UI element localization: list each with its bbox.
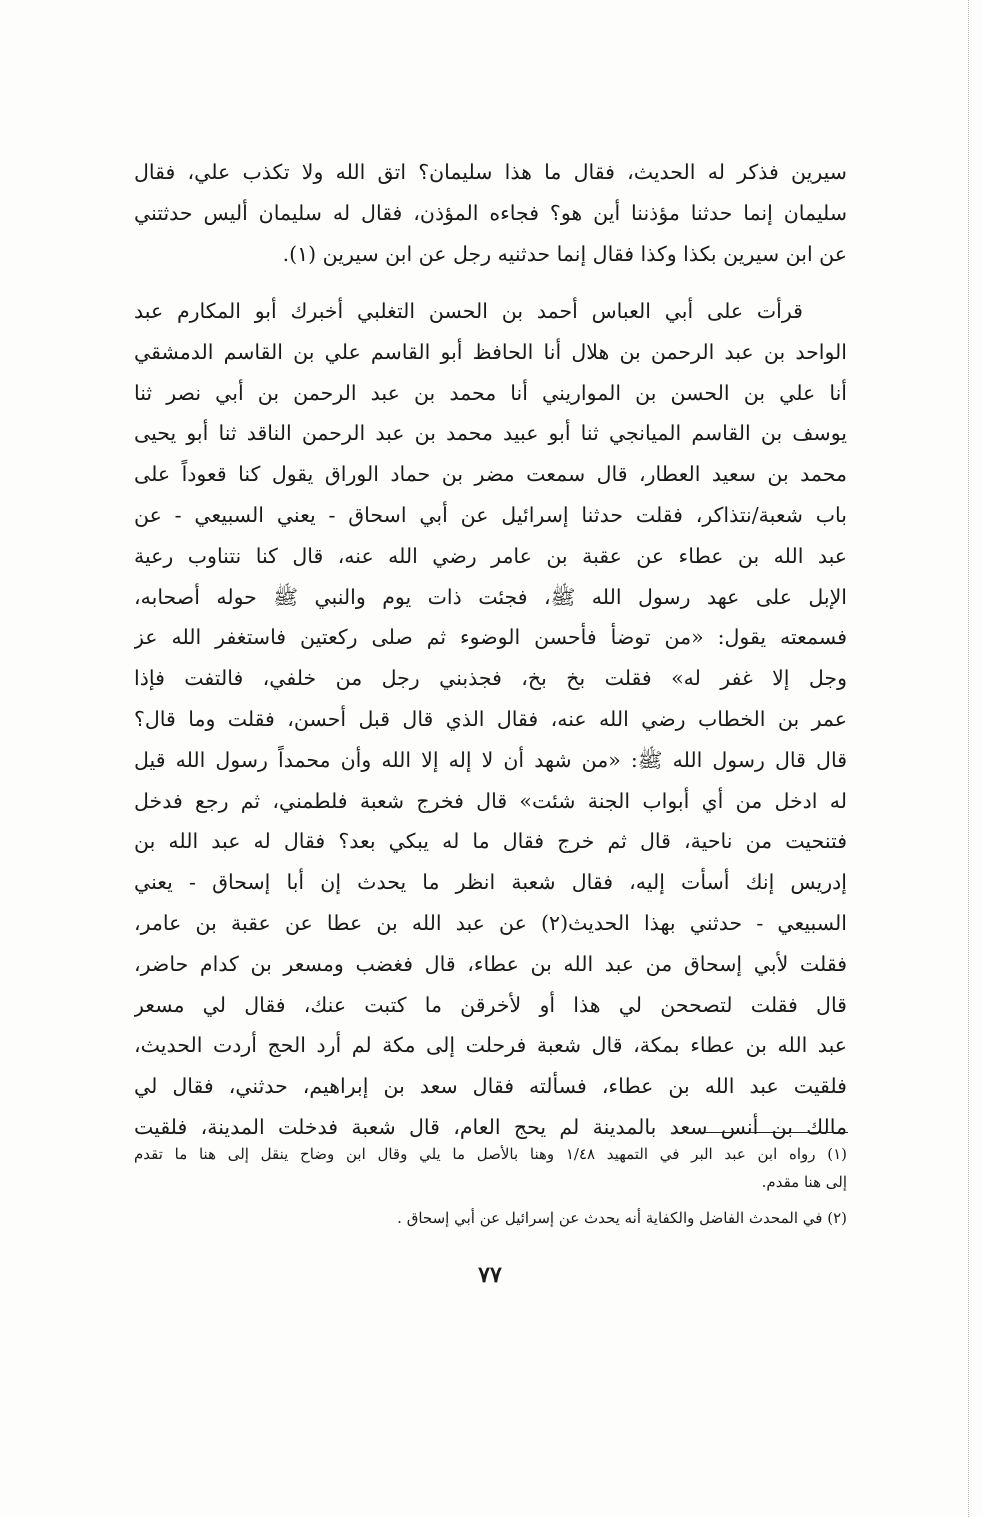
footnote-separator xyxy=(700,1132,848,1133)
footnote-1-line-2: إلى هنا مقدم. xyxy=(761,1173,847,1191)
paragraph-narration xyxy=(134,291,847,1148)
text-line: أنا علي بن الحسن بن المواريني أنا محمد بن عبد الرحمن بن أبي نصر ثنا xyxy=(134,380,847,405)
text-line: سليمان إنما حدثنا مؤذننا أين هو؟ فجاءه المؤذن، فقال له سليمان أليس حدثتني xyxy=(134,200,847,225)
paragraph-continuation xyxy=(134,152,847,274)
footnotes xyxy=(134,1140,847,1232)
text-line: السبيعي - حدثني بهذا الحديث(٢) عن عبد الله بن عطا عن عقبة بن عامر، xyxy=(134,910,847,935)
text-line: فقلت لأبي إسحاق من عبد الله بن عطاء، قال فغضب ومسعر بن كدام حاضر، xyxy=(134,951,847,976)
text-line: الواحد بن عبد الرحمن بن هلال أنا الحافظ أبو القاسم علي بن القاسم الدمشقي xyxy=(134,339,847,364)
text-line: يوسف بن القاسم الميانجي ثنا أبو عبيد محمد بن عبد الرحمن الناقد ثنا أبو يحيى xyxy=(134,421,847,446)
text-line: عن ابن سيرين بكذا وكذا فقال إنما حدثنيه رجل عن ابن سيرين (١). xyxy=(282,241,847,266)
text-line: قرأت على أبي العباس أحمد بن الحسن التغلبي أخبرك أبو المكارم عبد xyxy=(134,299,803,323)
footnote-1-line-1: (١) رواه ابن عبد البر في التمهيد ١/٤٨ وهنا بالأصل ما يلي وقال ابن وضاح ينقل إلى هنا ما تقدم xyxy=(134,1145,847,1163)
text-line: فلقيت عبد الله بن عطاء، فسألته فقال سعد بن إبراهيم، حدثني، فقال لي xyxy=(134,1074,847,1099)
text-line: له ادخل من أي أبواب الجنة شئت» قال فخرج شعبة فلطمني، ثم رجع فدخل xyxy=(134,788,847,813)
text-line: عبد الله بن عطاء بمكة، قال شعبة فرحلت إلى مكة لم أرد الحج أردت الحديث، xyxy=(134,1033,847,1058)
text-line: الإبل على عهد رسول الله ﷺ، فجئت ذات يوم والنبي ﷺ حوله أصحابه، xyxy=(134,584,847,609)
text-line: قال قال رسول الله ﷺ: «من شهد أن لا إله إلا الله وأن محمداً رسول الله قيل xyxy=(134,747,847,772)
text-line: مالك بن أنس سعد بالمدينة لم يحج العام، قال شعبة فدخلت المدينة، فلقيت xyxy=(134,1114,847,1139)
text-line: سيرين فذكر له الحديث، فقال ما هذا سليمان؟ اتق الله ولا تكذب علي، فقال xyxy=(134,160,847,184)
text-line: باب شعبة/نتذاكر، فقلت حدثنا إسرائيل عن أبي اسحاق - يعني السبيعي - عن xyxy=(134,502,847,527)
text-line: قال فقلت لتصححن لي هذا أو لأخرقن ما كتبت عنك، فقال لي مسعر xyxy=(134,992,847,1017)
page-number: ٧٧ xyxy=(478,1262,502,1288)
scan-edge-line xyxy=(968,0,969,1517)
text-line: محمد بن سعيد العطار، قال سمعت مضر بن حماد الوراق يقول كنا قعوداً على xyxy=(134,462,847,487)
text-line: وجل إلا غفر له» فقلت بخ بخ، فجذبني رجل من خلفي، فالتفت فإذا xyxy=(134,666,847,691)
text-line: فسمعته يقول: «من توضأ فأحسن الوضوء ثم صلى ركعتين فاستغفر الله عز xyxy=(134,625,847,650)
footnote-2: (٢) في المحدث الفاضل والكفاية أنه يحدث عن إسرائيل عن أبي إسحاق . xyxy=(397,1209,847,1227)
text-line: إدريس إنك أسأت إليه، فقال شعبة انظر ما يحدث إن أبا إسحاق - يعني xyxy=(134,870,847,895)
text-line: فتنحيت من ناحية، قال ثم خرج فقال ما له يبكي بعد؟ فقال له عبد الله بن xyxy=(134,829,847,854)
text-line: عبد الله بن عطاء عن عقبة بن عامر رضي الله عنه، قال كنا نتناوب رعية xyxy=(134,543,847,568)
text-line: عمر بن الخطاب رضي الله عنه، فقال الذي قال قبل أحسن، فقلت وما قال؟ xyxy=(134,706,847,731)
